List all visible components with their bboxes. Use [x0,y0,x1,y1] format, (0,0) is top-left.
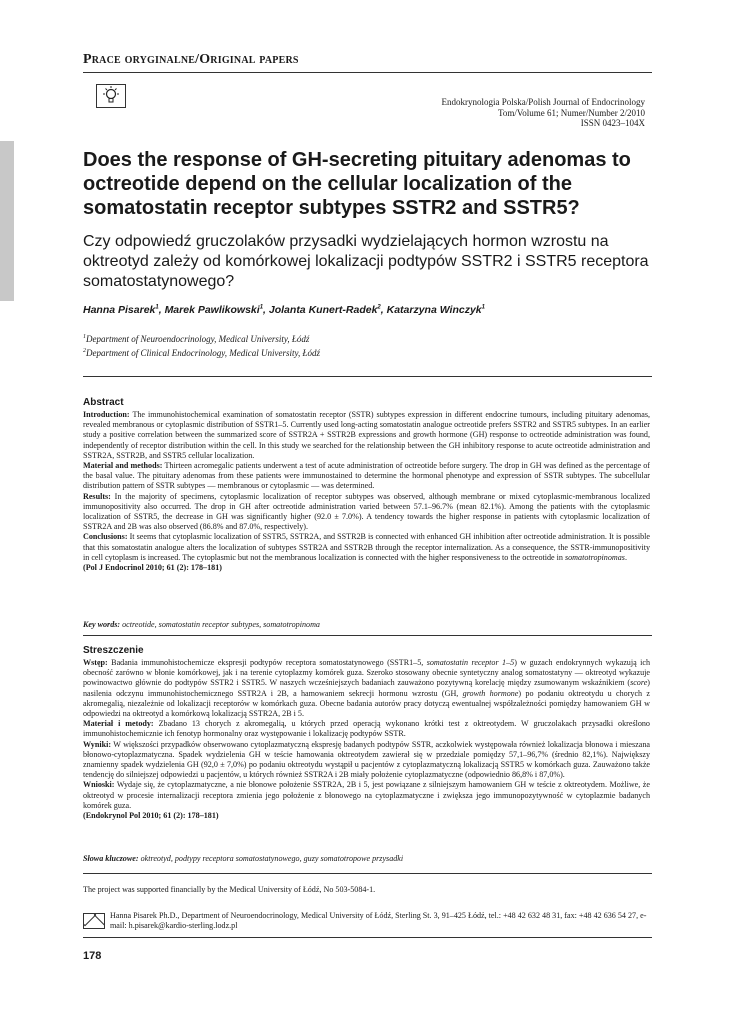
abstract-conclusions [83,532,650,563]
author-affiliation-marker: 1 [481,304,485,311]
author-separator: , [158,304,165,316]
paragraph-label: Results: [83,491,111,501]
streszczenie-section [83,645,650,821]
header-rule [83,72,652,73]
streszczenie-citation: (Endokrynol Pol 2010; 61 (2): 178–181) [83,811,219,821]
abstract-citation: (Pol J Endocrinol 2010; 61 (2): 178–181) [83,563,222,573]
paragraph-emphasis: somatotropinomas [564,552,625,562]
paragraph-text: Zbadano 13 chorych z akromegalią, u których przed operacją wykonano krótki test z oktreotydem. W gruczolakach przysadki określono immunohistochemicznie ich fenotyp hormonalny oraz występowanie i lokalizację podtypów SSTR. [83,719,650,739]
paragraph-text: Wydaje się, że cytoplazmatyczne, a nie błonowe położenie SSTR2A, 2B i 5, jest powiązane z silniejszym hamowaniem GH w teście z oktreotydem. Możliwe, że oktreotyd w procesie internalizacji receptora zmienia jego położenie z błonowego na cytoplazmatyczne i zwiększa jego immunopozytywność w cytoplazmie badanych komórek guza. [83,780,650,810]
keywords-label: Key words: [83,620,121,629]
paragraph-text: W większości przypadków obserwowano cytoplazmatyczną ekspresję badanych podtypów SSTR, aczkolwiek występowała również lokalizacja błonowa i mieszana błonowo-cytoplazmatyczna. Spadek wydzielenia GH w teście hamowania oktreotydem zawierał się w przedziale pomiędzy 57,1–96,7% (średnio 82,1%). Największy znamienny spadek wydzielenia GH (92,0 ± 7,0%) po podaniu oktreotydu wystąpił u pacjentów z cytoplazmatyczną lokalizacją SSTR5 w komórkach guza. Zauważono także tendencję do silniejszej odpowiedzi u pacjentów, u których również SSTR2A i 2B miały położenie cytoplazmatyczne (odpowiednio 86,8% i 87,0%). [83,739,650,780]
paragraph-text: In the majority of specimens, cytoplasmic localization of receptor subtypes was observed, although membrane or mixed cytoplasmic-membranous localized immunopositivity also occurred. The drop in GH after octreotide administration varied between 57.1–96.7% (mean 82.1%). Among the patients with the cytoplasmic localization of SSTR5, the decrease in GH was significantly higher (92.0 ± 7.0%). A tendency towards the higher response in patients with cytoplasmic localization of SSTR2A and 2B was also observed (86.8% and 87.0%, respectively). [83,491,650,532]
page-number: 178 [83,950,102,962]
streszczenie-methods [83,719,650,739]
author-name: Hanna Pisarek [83,304,156,316]
author-affiliation-marker: 1 [259,304,264,311]
affiliation-text: Department of Neuroendocrinology, Medical University, Łódź [86,334,310,344]
paragraph-label: Materiał i metody: [83,719,154,729]
keywords-text: octreotide, somatostatin receptor subtypes, somatotropinoma [122,620,320,629]
paragraph-text: . [624,552,627,562]
article-subtitle: Czy odpowiedź gruczolaków przysadki wydzielających hormon wzrostu na oktreotyd zależy od komórkowej lokalizacji podtypów SSTR2 i SSTR5 receptora somatostatynowego? [83,233,649,290]
streszczenie-conclusions [83,780,650,811]
author-separator: , [380,304,387,316]
paragraph-text: Thirteen acromegalic patients underwent a test of acute administration of octreotide before surgery. The drop in GH was defined as the percentage of the basal value. The pituitary adenomas from these patients were immunostained to determine the hormonal phenotype and expression of SSTR subtypes. The subcellular distribution pattern of SSTR subtypes — membranous or cytoplasmic — was determined. [83,461,650,491]
affiliation-text: Department of Clinical Endocrinology, Medical University, Łódź [86,348,320,358]
paragraph-label: Conclusions: [83,532,128,542]
abstract-introduction [83,410,650,461]
keywords-rule [83,635,652,636]
funding-note: The project was supported financially by the Medical University of Łódź, No 503-5084-1. [83,885,376,894]
paragraph-label: Wstęp: [83,658,108,667]
envelope-icon [83,913,105,929]
paragraph-text: ) nasilenia odczynu immunohistochemicznego SSTR2A i 2B, a hamowaniem sekrecji hormonu wzrostu (GH, [83,678,650,698]
streszczenie-heading: Streszczenie [83,645,144,656]
paragraph-text: Badania immunohistochemicze ekspresji podtypów receptora somatostatynowego (SSTR1–5, [111,658,427,667]
contact-rule [83,937,652,938]
paragraph-emphasis: score [630,678,648,688]
abstract-rule [83,376,652,377]
paragraph-label: Introduction: [83,410,130,419]
side-tab [0,141,14,301]
paragraph-emphasis: somatostatin receptor 1–5 [426,658,515,667]
paragraph-label: Wnioski: [83,780,115,790]
author-name: Katarzyna Winczyk [386,304,482,316]
author-separator: , [263,304,269,316]
affiliation-number: 2 [83,348,86,354]
affiliation [83,331,320,345]
author-name: Jolanta Kunert-Radek [268,304,378,316]
paragraph-text: It seems that cytoplasmic localization of SSTR5, SSTR2A, and SSTR2B is connected with enhanced GH inhibition after octreotide administration. It is possible that this somatostatin analogue alters the localization of subtypes SSTR2A and SSTR2B through the receptor internalization. As a consequence, the SSTR-immunopositivity in cell cytoplasm is increased. The cytoplasmic but not the membranous localization is connected with the higher responsiveness to the octreotide in [83,532,650,562]
author-list [83,304,485,316]
affiliation-number: 1 [83,334,86,340]
paragraph-emphasis: growth hormone [462,688,519,698]
author-affiliation-marker: 2 [377,304,381,311]
abstract-heading: Abstract [83,397,124,408]
author-name: Marek Pawlikowski [164,304,260,316]
abstract-section [83,397,650,573]
keywords-text: oktreotyd, podtypy receptora somatostatynowego, guzy somatotropowe przysadki [140,854,404,863]
author-affiliation-marker: 1 [155,304,159,311]
paragraph-label: Material and methods: [83,461,163,471]
correspondence-address: Hanna Pisarek Ph.D., Department of Neuroendocrinology, Medical University of Łódź, Sterling St. 3, 91–425 Łódź, tel.: +48 42 632 48 31, fax: +48 42 636 54 27, e-mail: h.pisarek@kardio-sterling.lodz.pl [110,911,647,931]
keywords-label: Słowa kluczowe: [83,854,139,863]
paragraph-text: ) po podaniu oktreotydu u chorych z akromegalią, niezależnie od lokalizacji receptorów w komórkach guza. Obecne badania autorów pracy dotyczą ewentualnej współzależności pomiędzy hamowaniem GH w odpowiedzi na oktreotyd a komórkową lokalizacją SSTR2A, 2B i 5. [83,688,651,719]
section-label: Prace oryginalne/Original papers [83,52,299,67]
streszczenie-introduction [83,658,650,719]
journal-issn: ISSN 0423–104X [580,118,645,128]
footer-rule [83,873,652,874]
abstract-results [83,492,650,533]
journal-info [442,97,645,129]
streszczenie-results [83,740,650,781]
keywords [83,620,650,629]
paragraph-label: Wyniki: [83,739,112,749]
paragraph-text: ) w guzach endokrynnych wykazują ich obecność zarówno w błonie komórkowej, jak i na terenie cytoplazmy komórek guza. Szeroko stosowany obecnie syntetyczny analog somatostatyny — oktreotyd wykazuje powinowactwo głównie do podtypów SSTR2 i SSTR5. W naszych wcześniejszych badaniach zauważono pozytywną korelację między zsumowanym wskaźnikiem ( [83,658,651,688]
slowa-kluczowe [83,854,650,863]
journal-volume: Tom/Volume 61; Numer/Number 2/2010 [498,107,645,118]
paragraph-text: The immunohistochemical examination of somatostatin receptor (SSTR) subtypes expression in different endocrine tumours, including pituitary adenomas, revealed membranous or cytoplasmic distribution of SSTR1–5. Currently used long-acting somatostatin analogue octreotide prefers SSTR2 and SSTR5 subtypes. In an earlier study a positive correlation between the summarized score of SSTR2A + SSTR2B expressions and growth hormone (GH) response to octreotide administration was found, independently of receptor distribution within the cell. In this study we searched for the relationship between the GH inhibitory response to acute octreotide administration and SSTR2A, SSTR2B, and SSTR5 cellular localization. [83,410,650,460]
abstract-methods [83,461,650,492]
journal-name: Endokrynologia Polska/Polish Journal of Endocrinology [441,97,645,107]
affiliation [83,345,320,359]
article-title: Does the response of GH-secreting pituitary adenomas to octreotide depend on the cellular localization of the somatostatin receptor subtypes SSTR2 and SSTR5? [83,149,631,219]
lightbulb-icon [96,84,126,108]
affiliation-list [83,331,320,359]
